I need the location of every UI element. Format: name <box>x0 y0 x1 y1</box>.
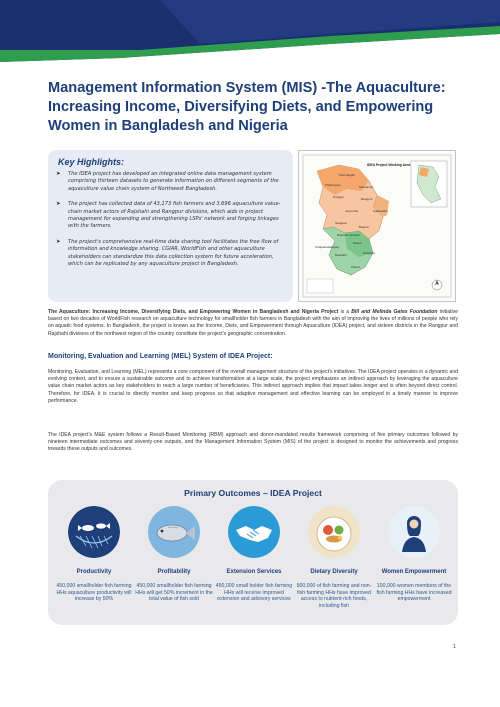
map-label: Joypurhat <box>345 209 359 213</box>
map-label: Bogura <box>359 225 369 229</box>
fish-icon <box>148 506 200 558</box>
intro-paragraph <box>48 309 458 338</box>
sponsor-name: Bill and Melinda Gates Foundation <box>351 309 438 315</box>
outcome-name: Productivity <box>76 569 112 575</box>
mel-paragraph-2: The IDEA project's M&E system follows a Result-Based Monitoring (RBM) approach and donor-mandated results framework comprising of five primary outcomes followed by nineteen intermediate outcomes and seventy-one outputs, and the Management Information System (MIS) of the project is designed to monitor the achievements and progress towards these outputs and outcomes. <box>48 432 458 453</box>
map-label: Nilphamari <box>359 185 374 189</box>
handshake-icon <box>228 506 280 558</box>
outcome-card <box>134 506 214 603</box>
outcome-description: 450,000 smallholder fish farming HHs aquaculture productivity will increase by 50% <box>56 583 132 603</box>
primary-outcomes-heading: Primary Outcomes – IDEA Project <box>184 488 322 498</box>
project-area-map <box>298 150 456 302</box>
intro-rest: initiative based on two decades of WorldFish research on aquaculture technology for smallholder fish farmers in Bangladesh with the aim of improving the lives of millions of people who rely on aquatic food systems. In Bangladesh, the project is known as the Income, Diets, and Empowerment through Aquaculture (IDEA) project, and sixteen districts in the Rangpur and Rajshahi divisions of the northwest region of the country constitute the project's geographic concentration. <box>48 309 458 337</box>
outcome-card <box>294 506 374 610</box>
outcome-name: Profitability <box>157 569 191 575</box>
woman-icon <box>388 506 440 558</box>
map-label: Pabna <box>351 265 360 269</box>
outcome-description: 450,000 smallholder fish farming HHs will get 50% increment in the total value of fish sold <box>135 583 213 603</box>
outcome-card <box>214 506 294 603</box>
map-label: Rajshahi Division <box>337 233 361 237</box>
outcome-card <box>374 506 454 603</box>
intro-mid: is a <box>338 309 352 315</box>
outcome-card <box>54 506 134 603</box>
map-title: IDEA Project Working Area <box>367 163 411 167</box>
map-label: Rajshahi <box>335 253 347 257</box>
highlight-item <box>56 171 288 193</box>
map-label: Natore <box>353 241 363 245</box>
map-label: Thakurgaon <box>325 183 342 187</box>
key-highlights-list <box>56 171 288 276</box>
highlight-item <box>56 239 288 269</box>
fish-net-icon <box>68 506 120 558</box>
highlight-text: The IDEA project has developed an integrated online data management system comprising thirteen datasets to generate information on different segments of the aquaculture value chain system of Northwest Bangladesh. <box>68 171 279 192</box>
arrow-bullet-icon: ➤ <box>56 201 61 208</box>
arrow-bullet-icon: ➤ <box>56 238 61 245</box>
intro-lead: The Aquaculture: Increasing Income, Diversifying Diets, and Empowering Women in Bangladesh and Nigeria Project <box>48 309 339 315</box>
highlight-item <box>56 201 288 231</box>
highlight-text: The project's comprehensive real-time data sharing tool facilitates the free flow of information and knowledge sharing. CGIAR, WorldFish and other aquaculture stakeholders can standardize this data collection system for future acceleration, which can be replicated by any aquaculture project in Bangladesh. <box>68 238 279 268</box>
header-banner <box>0 0 500 62</box>
map-label: Panchagarh <box>339 173 356 177</box>
map-label: Naogaon <box>335 221 348 225</box>
page-title: Management Information System (MIS) -The Aquaculture: Increasing Income, Diversifying Diets, and Empowering Women in Bangladesh and Nigeria <box>48 80 446 134</box>
outcome-description: 900,000 of fish farming and non-fish farming HHs have improved access to nutrient-rich foods, including fish <box>296 583 372 610</box>
map-label: Chapainawabganj <box>315 245 340 249</box>
key-highlights-heading: Key Highlights: <box>58 157 125 167</box>
outcome-name: Extension Services <box>226 569 282 575</box>
map-label: Sirajganj <box>363 251 375 255</box>
map-label: Gaibandha <box>373 209 388 213</box>
mel-paragraph-1: Monitoring, Evaluation, and Learning (MEL) represents a core component of the overall management structure of the project's initiatives. The IDEA project operates in a dynamic and evolving context, and to ensure a sustainable outcome and to achieve transformation at a large scale, the project emphasizes an indirect approach by leveraging the aquaculture value chain market actors as key stakeholders to reach a large number of beneficiaries. This indirect approach implies that impact takes longer and is often beyond direct control. Therefore, for IDEA, it is crucial to directly monitor and keep progress so that adaptive management and effective learning can be employed in a timely manner to improve performance. <box>48 369 458 404</box>
map-label: Rangpur <box>361 197 373 201</box>
food-plate-icon <box>308 506 360 558</box>
page-number: 1 <box>453 644 457 650</box>
mel-heading: Monitoring, Evaluation and Learning (MEL) System of IDEA Project: <box>48 353 273 360</box>
highlight-text: The project has collected data of 43,173 fish farmers and 3,696 aquaculture value-chain market actors of Rajshahi and Rangpur divisions, which aids in project management for expanding and strengthening LSPs' network and forging linkages with the farmers. <box>68 201 281 230</box>
outcome-name: Dietary Diversity <box>310 569 358 575</box>
outcome-description: 450,000 small holder fish farming HHs will receive improved extension and advisory services <box>215 583 293 603</box>
map-label: Dinajpur <box>333 195 345 199</box>
outcome-description: 100,000 women members of the fish farming HHs have increased empowerment <box>376 583 452 603</box>
outcome-name: Women Empowerment <box>381 569 447 575</box>
arrow-bullet-icon: ➤ <box>56 171 61 177</box>
